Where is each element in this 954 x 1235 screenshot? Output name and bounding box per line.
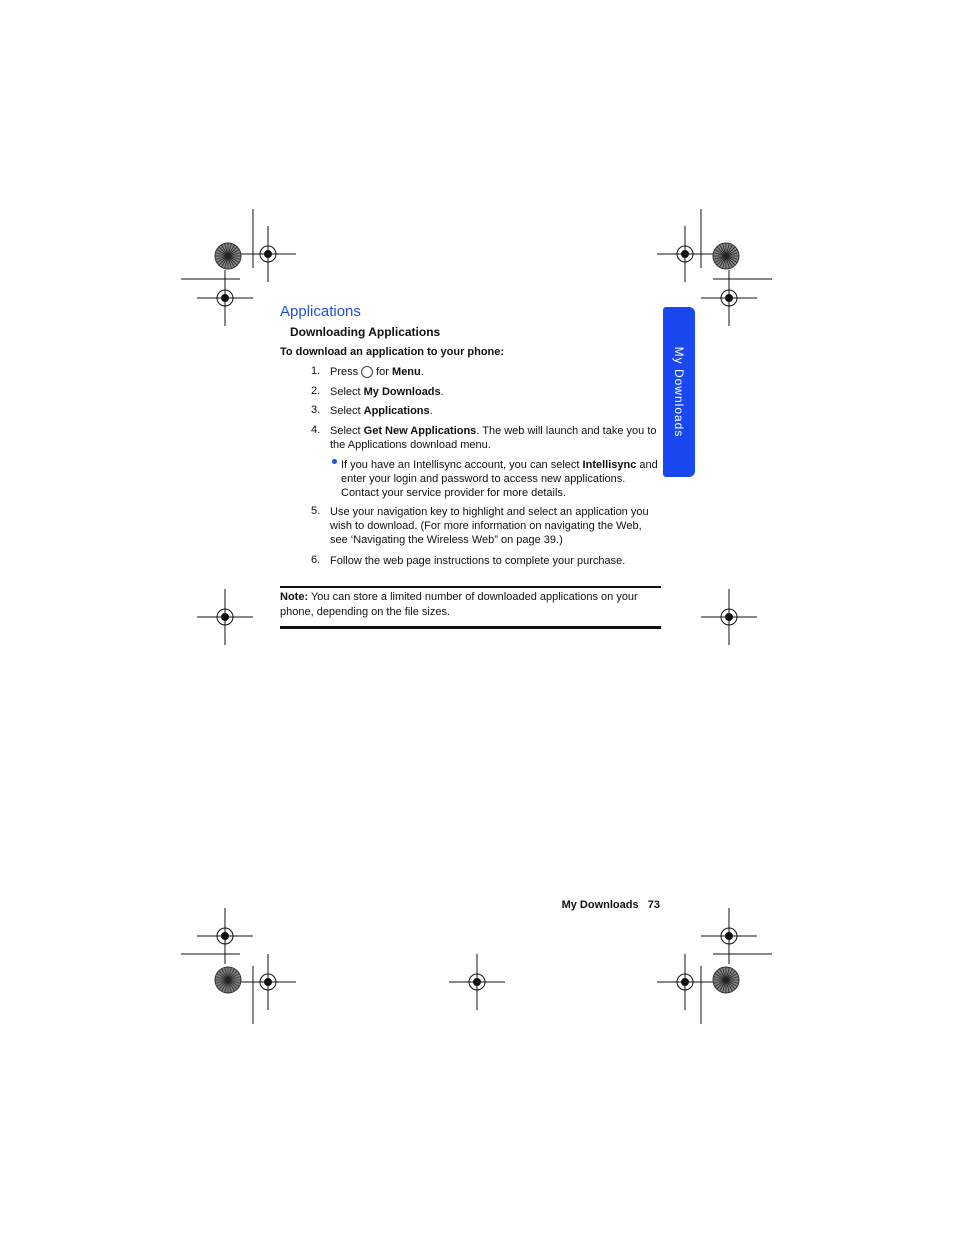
menu-key-icon [361,366,373,378]
step-number: 1. [311,365,321,377]
crosshair-target-icon [197,270,253,326]
note-label: Note: [280,591,309,603]
step-number: 3. [311,404,321,416]
note-text: You can store a limited number of downloaded applications on your phone, depending on the file sizes. [280,591,638,618]
bullet-item: If you have an Intellisync account, you can select Intellisync and enter your login and password to access new applications. Contact your service provider for more details. [341,459,658,499]
crosshair-target-icon [240,954,296,1010]
crosshair-target-icon [657,226,713,282]
step-1: Press for Menu. [330,366,424,378]
note-bottom-rule [280,626,661,629]
step-number: 4. [311,424,321,436]
crosshair-target-icon [701,589,757,645]
page-number: 73 [647,899,660,911]
step-number: 5. [311,505,321,517]
footer-section: My Downloads [561,899,639,911]
chapter-tab [663,307,695,477]
note-top-rule [280,586,661,588]
crosshair-target-icon [240,226,296,282]
bullet-icon [332,459,337,464]
step-4: Select Get New Applications. The web will launch and take you to the Applications download menu. [330,425,657,451]
crosshair-target-icon [197,589,253,645]
subsection-title: Downloading Applications [290,325,441,339]
crosshair-target-icon [449,954,505,1010]
crosshair-target-icon [657,954,713,1010]
step-3: Select Applications. [330,405,433,417]
note [280,590,660,620]
starburst-mark-icon [215,243,241,269]
crosshair-target-icon [701,908,757,964]
step-5: Use your navigation key to highlight and select an application you wish to download. (For more information on navigating the Web, see ‘Navigating the Wireless Web” on page 39.) [330,506,649,546]
starburst-mark-icon [713,243,739,269]
page-footer [520,899,660,911]
chapter-tab-label: My Downloads [672,346,686,438]
crosshair-target-icon [197,908,253,964]
step-number: 6. [311,554,321,566]
step-number: 2. [311,385,321,397]
section-title: Applications [280,303,361,320]
step-6: Follow the web page instructions to complete your purchase. [330,555,626,567]
step-2: Select My Downloads. [330,386,444,398]
starburst-mark-icon [215,967,241,993]
crosshair-target-icon [701,270,757,326]
starburst-mark-icon [713,967,739,993]
procedure-lead: To download an application to your phone: [280,346,505,358]
